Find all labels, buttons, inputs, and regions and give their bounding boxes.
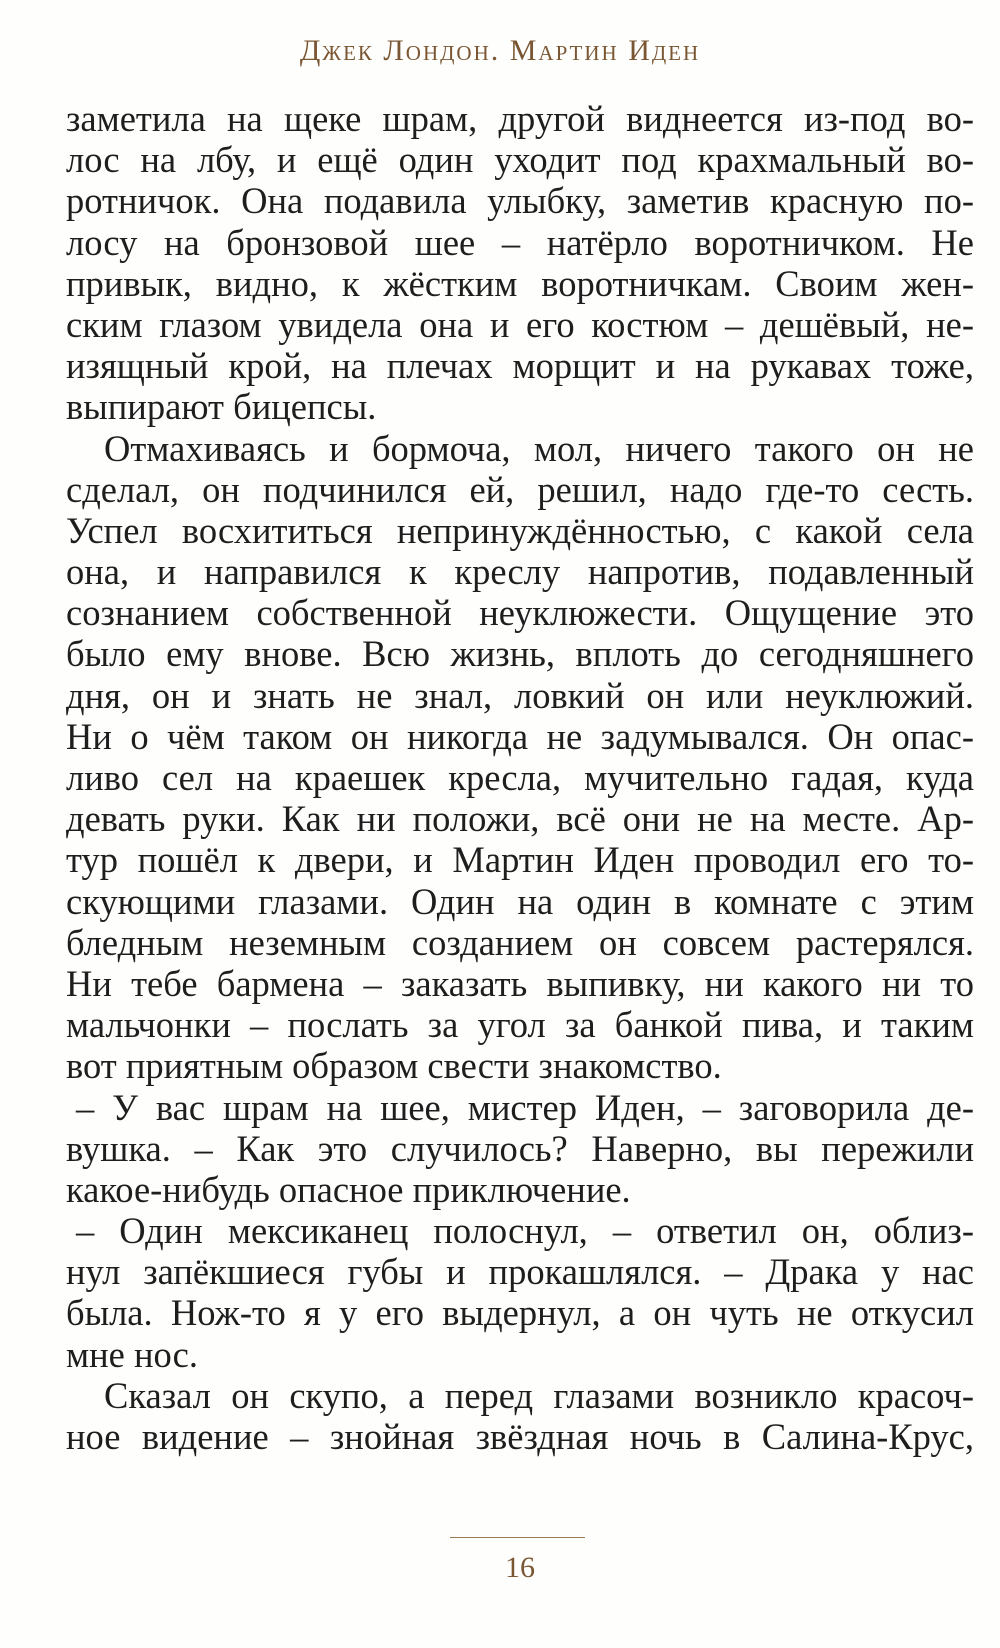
text-line: ливо сел на краешек кресла, мучительно гадая, куда xyxy=(66,757,974,798)
text-line: нул запёкшиеся губы и прокашлялся. – Драка у нас xyxy=(66,1251,974,1293)
text-line: вушка. – Как это случилось? Наверно, вы пережили xyxy=(66,1127,974,1169)
text-line: лос на лбу, и ещё один уходит под крахмальный во- xyxy=(66,139,974,181)
text-line: – Один мексиканец полоснул, – ответил он, облиз- xyxy=(76,1210,974,1252)
text-line: Ни тебе бармена – заказать выпивку, ни какого ни то xyxy=(66,962,974,1004)
text-line: выпирают бицепсы. xyxy=(66,386,377,428)
body-text xyxy=(66,98,974,1457)
text-line: привык, видно, к жёстким воротничкам. Своим жен- xyxy=(66,262,974,304)
page-number: 16 xyxy=(505,1551,535,1584)
text-line: она, и направился к креслу напротив, подавленный xyxy=(66,551,974,593)
text-line: скующими глазами. Один на один в комнате с этим xyxy=(66,880,974,922)
text-line: ротничок. Она подавила улыбку, заметив красную по- xyxy=(66,180,974,222)
text-line: Сказал он скупо, а перед глазами возникло красоч- xyxy=(104,1374,974,1416)
text-line: заметила на щеке шрам, другой виднеется из-под во- xyxy=(66,98,974,139)
text-line: ским глазом увидела она и его костюм – дешёвый, не- xyxy=(66,303,974,345)
text-line: тур пошёл к двери, и Мартин Иден проводил его то- xyxy=(66,839,974,881)
text-line: дня, он и знать не знал, ловкий он или неуклюжий. xyxy=(66,674,974,716)
text-line: Успел восхититься непринуждённостью, с какой села xyxy=(66,509,974,551)
text-line: мне нос. xyxy=(66,1333,198,1375)
text-line: – У вас шрам на шее, мистер Иден, – заговорила де- xyxy=(76,1086,974,1128)
text-line: сделал, он подчинился ей, решил, надо где-то сесть. xyxy=(66,468,974,510)
text-line: мальчонки – послать за угол за банкой пива, и таким xyxy=(66,1004,974,1046)
text-line: ное видение – знойная звёздная ночь в Салина-Крус, xyxy=(66,1416,974,1457)
folio-rule xyxy=(450,1537,585,1538)
text-line: была. Нож-то я у его выдернул, а он чуть не откусил xyxy=(66,1292,974,1334)
text-line: лосу на бронзовой шее – натёрло воротничком. Не xyxy=(66,221,974,263)
text-line: сознанием собственной неуклюжести. Ощущение это xyxy=(66,592,974,634)
text-line: изящный крой, на плечах морщит и на рукавах тоже, xyxy=(66,345,974,387)
text-line: Ни о чём таком он никогда не задумывался. Он опас- xyxy=(66,715,974,757)
text-line: Отмахиваясь и бормоча, мол, ничего такого он не xyxy=(104,427,974,469)
text-line: девать руки. Как ни положи, всё они не на месте. Ар- xyxy=(66,798,974,840)
text-line: бледным неземным созданием он совсем растерялся. xyxy=(66,921,974,963)
running-head: Джек Лондон. Мартин Иден xyxy=(299,34,701,67)
text-line: какое-нибудь опасное приключение. xyxy=(66,1168,631,1210)
text-line: было ему внове. Всю жизнь, вплоть до сегодняшнего xyxy=(66,633,974,675)
text-line: вот приятным образом свести знакомство. xyxy=(66,1045,722,1087)
